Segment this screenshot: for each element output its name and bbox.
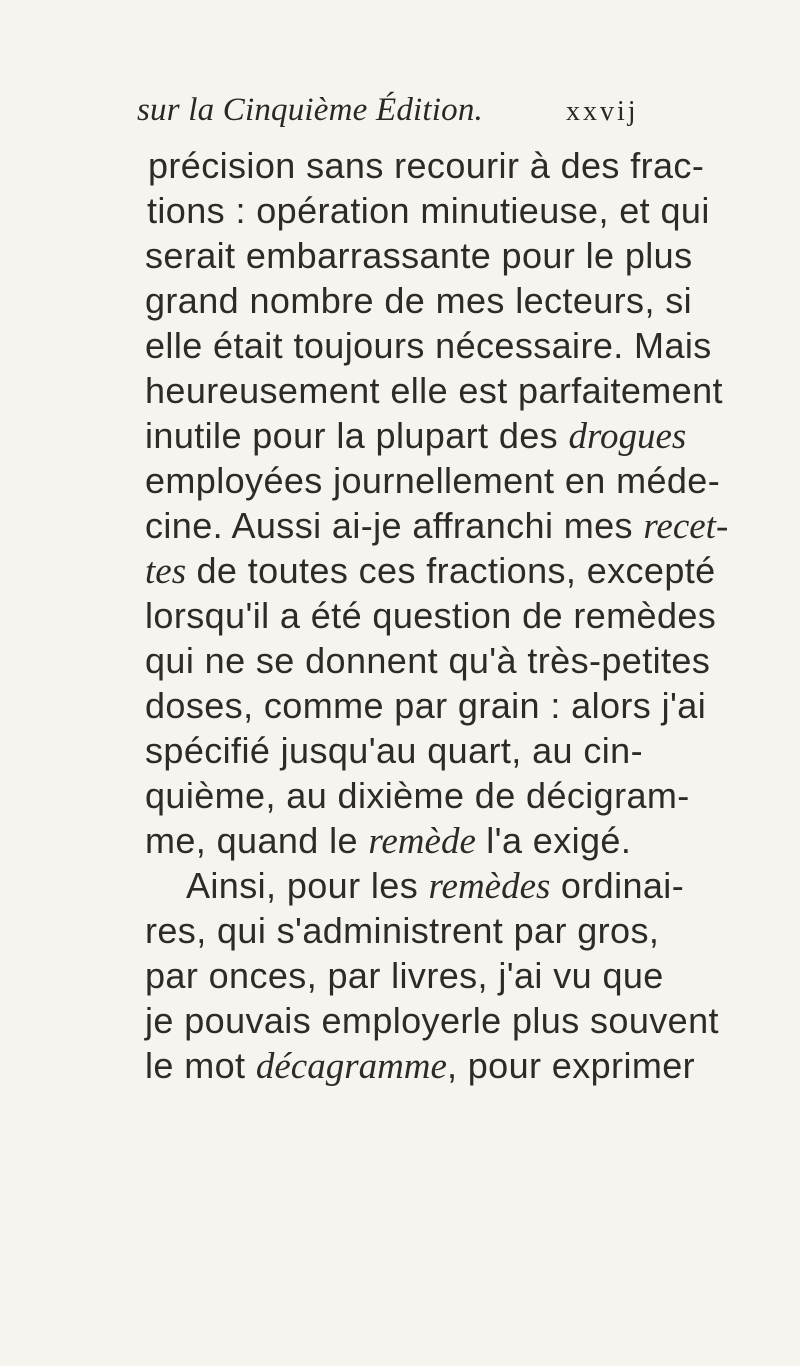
text-line: je pouvais employerle plus souvent <box>145 1000 719 1041</box>
text-line: Ainsi, pour les remèdes ordinai- <box>186 865 685 907</box>
text-line: lorsqu'il a été question de remèdes <box>145 595 717 636</box>
text-line: tions : opération minutieuse, et qui <box>147 190 710 231</box>
running-title: sur la Cinquième Édition. <box>137 92 483 128</box>
text-line: par onces, par livres, j'ai vu que <box>145 955 664 996</box>
text-line: serait embarrassante pour le plus <box>145 235 693 276</box>
text-line: inutile pour la plupart des drogues <box>145 415 687 457</box>
text-line: heureusement elle est parfaitement <box>145 370 723 411</box>
running-header <box>0 92 800 136</box>
page-number: xxvij <box>566 96 639 127</box>
text-line: elle était toujours nécessaire. Mais <box>145 325 712 366</box>
text-line: res, qui s'administrent par gros, <box>145 910 660 951</box>
text-line: cine. Aussi ai-je affranchi mes recet- <box>145 505 729 547</box>
text-line: doses, comme par grain : alors j'ai <box>145 685 707 726</box>
text-line: me, quand le remède l'a exigé. <box>145 820 632 862</box>
text-line: quième, au dixième de décigram- <box>145 775 690 816</box>
text-line: le mot décagramme, pour exprimer <box>145 1045 696 1087</box>
text-line: grand nombre de mes lecteurs, si <box>145 280 693 321</box>
text-line: employées journellement en méde- <box>145 460 721 501</box>
text-line: qui ne se donnent qu'à très-petites <box>145 640 711 681</box>
text-line: précision sans recourir à des frac- <box>148 145 705 186</box>
text-line: spécifié jusqu'au quart, au cin- <box>145 730 643 771</box>
text-line: tes de toutes ces fractions, excepté <box>145 550 716 592</box>
